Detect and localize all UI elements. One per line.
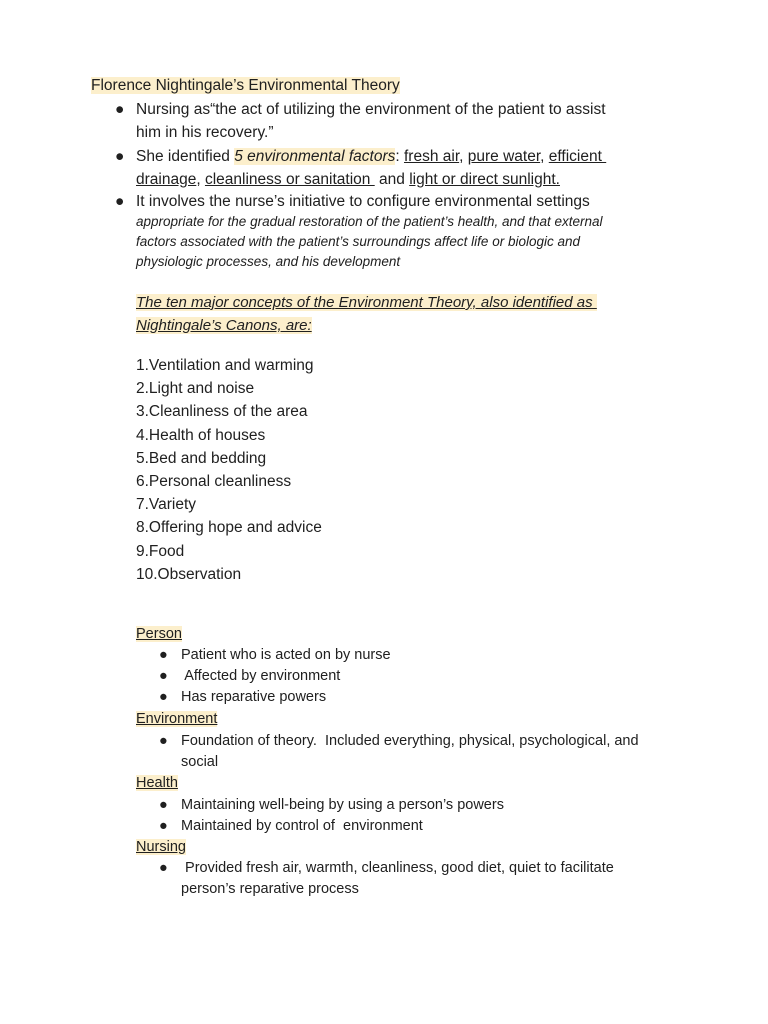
bullet-dot: ●: [159, 668, 168, 684]
canons-intro-line: [136, 292, 656, 315]
bullet-dot: ●: [159, 647, 168, 663]
canons-intro-line: [136, 315, 656, 338]
list-item: [159, 816, 689, 837]
list-item-text: person’s reparative process: [181, 881, 359, 897]
text-colon: :: [395, 148, 404, 165]
factor-drainage: drainage: [136, 171, 197, 188]
bullet-nursing-definition: [115, 98, 675, 144]
bullet-line: [115, 145, 675, 168]
bullet-line: It involves the nurse’s initiative to configure environmental settings: [136, 193, 590, 210]
factor-light: light or direct sunlight.: [409, 171, 560, 188]
factor-fresh-air: fresh air: [403, 148, 460, 165]
list-item: 4.Health of houses: [136, 426, 266, 444]
text-comma: ,: [459, 148, 468, 165]
list-item: 6.Personal cleanliness: [136, 473, 292, 491]
bullet-dot: ●: [115, 101, 125, 118]
bullet-dot: ●: [159, 818, 168, 834]
heading-health: [136, 773, 178, 793]
list-item-text: Patient who is acted on by nurse: [181, 647, 391, 663]
bullet-continuation: factors associated with the patient’s surroundings affect life or biologic and: [136, 234, 581, 249]
heading-environment: [136, 709, 217, 729]
list-item: 3.Cleanliness of the area: [136, 403, 308, 421]
list-item: [159, 795, 689, 816]
bullet-environmental-factors: [115, 145, 675, 191]
factor-efficient: efficient: [548, 148, 607, 165]
bullet-dot: ●: [115, 148, 125, 165]
canons-intro-text: The ten major concepts of the Environment Theory, also identified as: [136, 294, 597, 311]
list-item-text: social: [181, 754, 219, 770]
list-item-text: Provided fresh air, warmth, cleanliness, good diet, quiet to facilitate: [181, 860, 614, 876]
canons-intro-text: Nightingale’s Canons, are:: [136, 316, 312, 334]
list-item: [159, 645, 689, 666]
heading-text: Person: [136, 626, 182, 642]
list-item-text: Foundation of theory. Included everything, physical, psychological, and: [181, 733, 639, 749]
list-item-text: Maintaining well-being by using a person’s powers: [181, 797, 504, 813]
bullet-continuation: appropriate for the gradual restoration of the patient’s health, and that external: [136, 214, 603, 229]
heading-text: Health: [136, 775, 178, 791]
factors-label: 5 environmental factors: [234, 148, 396, 165]
text-intro: She identified: [136, 148, 235, 165]
bullet-dot: ●: [159, 733, 168, 749]
list-item: 10.Observation: [136, 565, 242, 583]
list-item: 1.Ventilation and warming: [136, 357, 314, 374]
list-item-text: Affected by environment: [181, 668, 341, 684]
list-item: [159, 687, 689, 708]
page-title-text: Florence Nightingale’s Environmental Theory: [91, 77, 400, 94]
bullet-line: him in his recovery.”: [136, 124, 274, 141]
list-item: 5.Bed and bedding: [136, 449, 267, 467]
heading-person: [136, 624, 182, 644]
list-item-text: Has reparative powers: [181, 689, 327, 705]
heading-text: Nursing: [136, 839, 186, 855]
page-title: [91, 76, 400, 96]
list-item: 7.Variety: [136, 496, 197, 514]
text-comma: ,: [196, 171, 205, 188]
canons-intro: [136, 292, 656, 337]
heading-nursing: [136, 837, 186, 857]
list-item: [159, 731, 699, 773]
list-item: [159, 858, 699, 900]
factor-cleanliness: cleanliness or sanitation: [204, 171, 375, 188]
list-item: [159, 666, 689, 687]
bullet-line: [115, 168, 675, 191]
factor-pure-water: pure water: [467, 148, 541, 165]
canons-list: [136, 354, 322, 586]
list-item-text: Maintained by control of environment: [181, 818, 423, 834]
text-and: and: [374, 171, 410, 188]
list-item: 9.Food: [136, 542, 185, 560]
heading-text: Environment: [136, 711, 218, 727]
bullet-dot: ●: [159, 797, 168, 813]
bullet-dot: ●: [159, 860, 168, 876]
bullet-nurse-initiative: [115, 190, 685, 213]
list-item: 8.Offering hope and advice: [136, 519, 322, 537]
bullet-dot: ●: [115, 193, 125, 210]
list-item: 2.Light and noise: [136, 380, 255, 398]
bullet-line: Nursing as“the act of utilizing the environment of the patient to assist: [136, 101, 606, 118]
text-comma: ,: [540, 148, 549, 165]
bullet-continuation: physiologic processes, and his development: [136, 254, 401, 269]
bullet-dot: ●: [159, 689, 168, 705]
